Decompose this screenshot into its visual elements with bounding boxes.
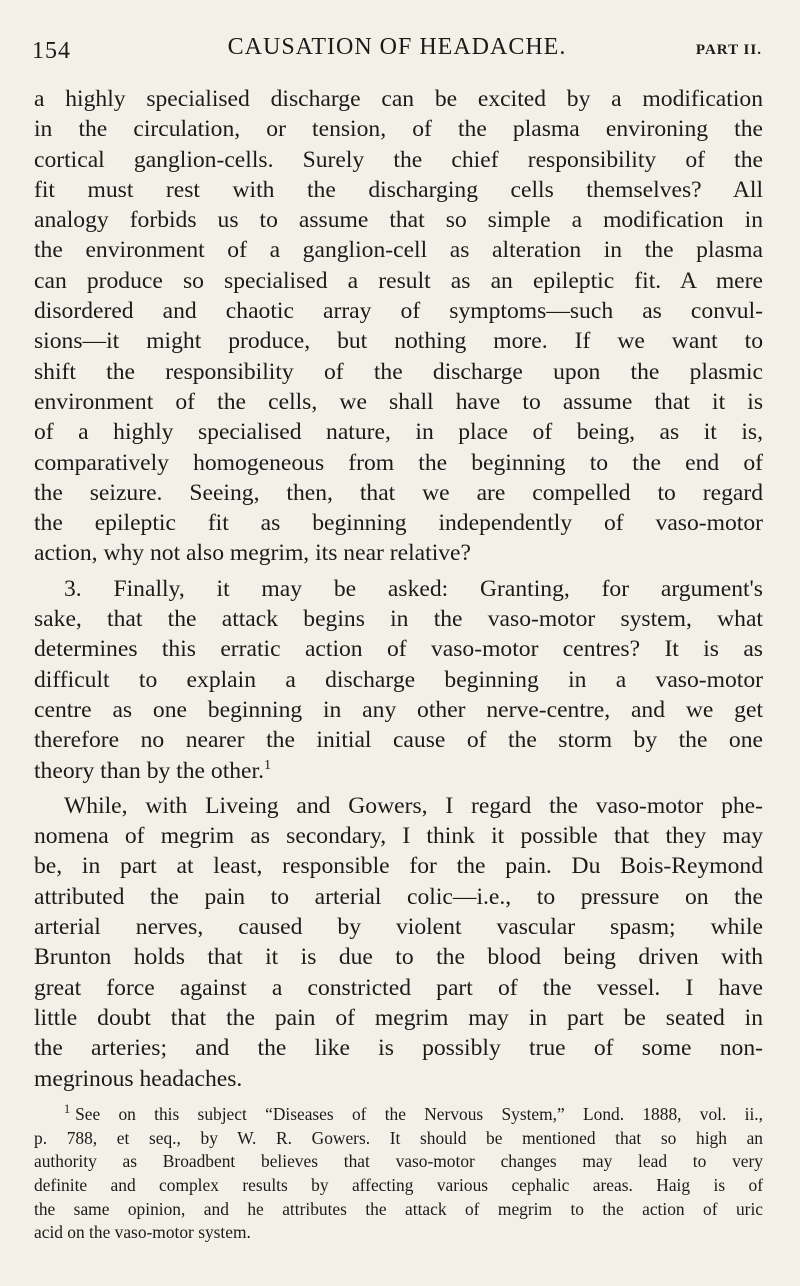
text-line: While, with Liveing and Gowers, I regard the vaso-motor phe- xyxy=(64,792,763,819)
footnotes xyxy=(34,1103,763,1245)
text-line: attributed the pain to arterial colic—i.e., to pressure on the xyxy=(34,883,763,910)
paragraph xyxy=(34,84,763,569)
running-head xyxy=(32,30,762,70)
text-line: shift the responsibility of the discharge upon the plasmic xyxy=(34,358,763,385)
text-line: therefore no nearer the initial cause of the storm by the one xyxy=(34,727,763,754)
footnote-text: definite and complex results by affecting various cephalic areas. Haig is of xyxy=(34,1175,763,1196)
text-line: analogy forbids us to assume that so simple a modification in xyxy=(34,207,763,234)
paragraph xyxy=(34,574,763,786)
page-number: 154 xyxy=(32,38,71,64)
text-line: great force against a constricted part of the vessel. I have xyxy=(34,974,763,1001)
text-line: sake, that the attack begins in the vaso-motor system, what xyxy=(34,606,763,633)
text-line: action, why not also megrim, its near relative? xyxy=(34,540,472,567)
text-line: theory than by the other.$^1$ xyxy=(34,756,272,784)
paragraph xyxy=(34,791,763,1094)
footnote-text: authority as Broadbent believes that vaso-motor changes may lead to very xyxy=(34,1151,763,1172)
body-text xyxy=(34,84,763,1094)
footnote-marker: 1 xyxy=(64,1102,71,1117)
text-line: be, in part at least, responsible for the pain. Du Bois-Reymond xyxy=(34,853,763,880)
footnote-text: See on this subject “Diseases of the Nervous System,” Lond. 1888, vol. ii., xyxy=(75,1104,763,1124)
part-label: PART II. xyxy=(695,42,762,58)
text-line: of a highly specialised nature, in place of being, as it is, xyxy=(34,419,763,446)
text-line: cortical ganglion-cells. Surely the chief responsibility of the xyxy=(34,146,763,173)
text-line: can produce so specialised a result as an epileptic fit. A mere xyxy=(34,267,763,294)
text-line: difficult to explain a discharge beginning in a vaso-motor xyxy=(34,666,763,693)
footnote-line xyxy=(34,1198,763,1222)
text-line: environment of the cells, we shall have to assume that it is xyxy=(34,388,763,415)
footnote-line xyxy=(34,1103,763,1127)
text-line: megrinous headaches. xyxy=(34,1065,243,1092)
text-line: disordered and chaotic array of symptoms—such as convul- xyxy=(34,298,763,325)
footnote-line xyxy=(34,1150,763,1174)
text-line: arterial nerves, caused by violent vascular spasm; while xyxy=(34,914,763,941)
text-line: in the circulation, or tension, of the plasma environing the xyxy=(34,116,763,143)
text-line: the seizure. Seeing, then, that we are compelled to regard xyxy=(34,479,763,506)
text-line: little doubt that the pain of megrim may in part be seated in xyxy=(34,1004,763,1031)
text-line: the environment of a ganglion-cell as alteration in the plasma xyxy=(34,237,763,264)
text-line: centre as one beginning in any other nerve-centre, and we get xyxy=(34,696,763,723)
text-line: the epileptic fit as beginning independently of vaso-motor xyxy=(34,510,763,537)
footnote-line xyxy=(34,1221,763,1245)
footnote-reference[interactable]: 1 xyxy=(263,756,272,773)
footnote-text: acid on the vaso-motor system. xyxy=(34,1222,251,1243)
footnote-text: p. 788, et seq., by W. R. Gowers. It should be mentioned that so high an xyxy=(34,1127,763,1148)
footnote-line xyxy=(34,1174,763,1198)
text-line: sions—it might produce, but nothing more. If we want to xyxy=(34,328,763,355)
text-line: determines this erratic action of vaso-motor centres? It is as xyxy=(34,636,763,663)
footnote-line xyxy=(34,1127,763,1151)
text-line: comparatively homogeneous from the beginning to the end of xyxy=(34,449,763,476)
text-line: fit must rest with the discharging cells themselves? All xyxy=(34,176,763,203)
text-line: nomena of megrim as secondary, I think it possible that they may xyxy=(34,823,763,850)
text-line: a highly specialised discharge can be excited by a modification xyxy=(34,86,763,112)
text-line: 3. Finally, it may be asked: Granting, for argument's xyxy=(64,575,763,602)
text-line: Brunton holds that it is due to the blood being driven with xyxy=(34,944,763,971)
footnote-text: the same opinion, and he attributes the attack of megrim to the action of uric xyxy=(34,1198,763,1219)
chapter-title: CAUSATION OF HEADACHE. xyxy=(227,34,567,60)
text-line: the arteries; and the like is possibly true of some non- xyxy=(34,1035,763,1062)
